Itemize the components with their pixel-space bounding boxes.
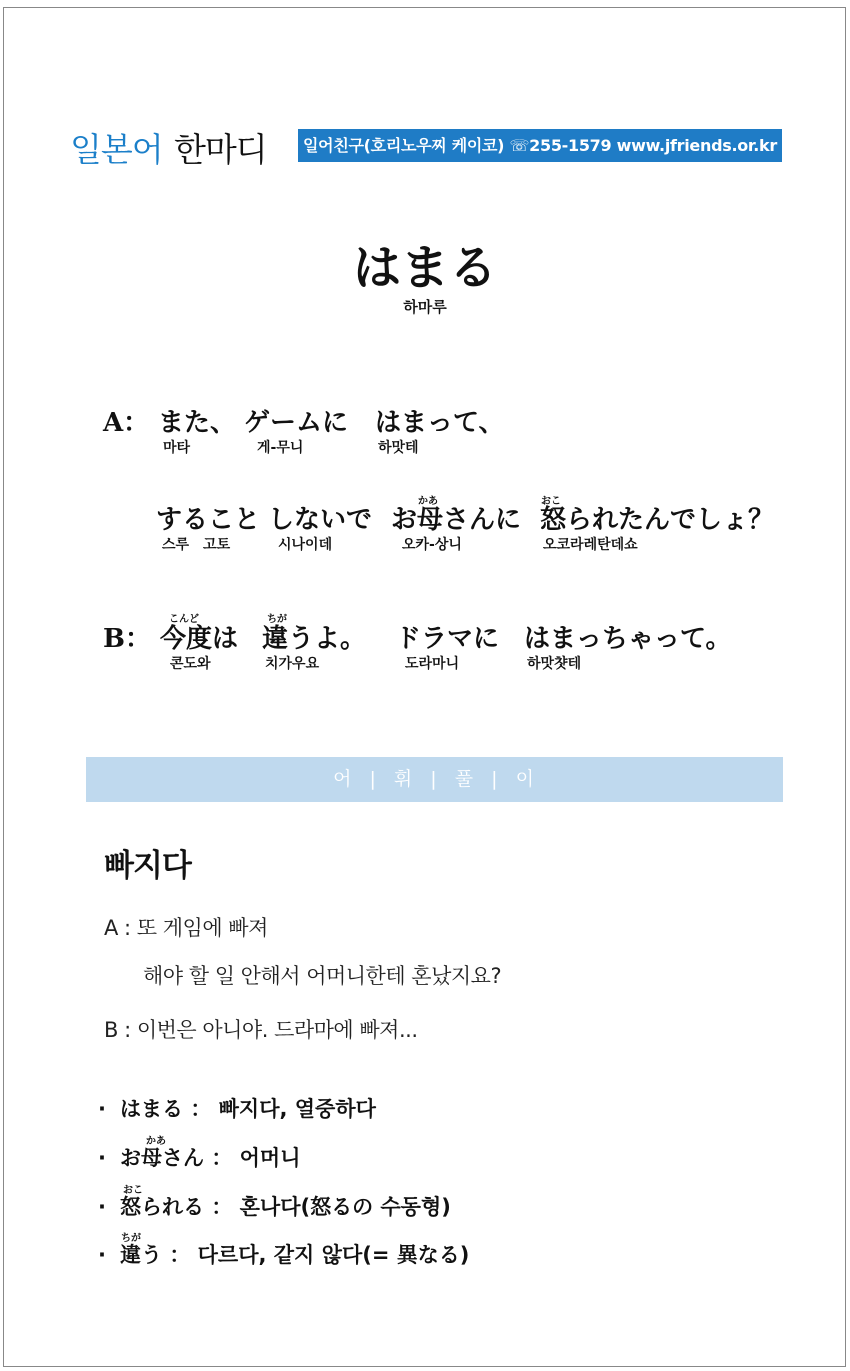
b-seg3-reading: 도라마니 <box>405 656 460 672</box>
contact-info-box: 일어친구(호리노우찌 케이코) ☏255-1579 www.jfriends.or.kr <box>298 129 782 162</box>
b-seg1-reading: 콘도와 <box>170 656 211 672</box>
b-seg2-reading: 치가우요 <box>265 656 320 672</box>
definition-item: · 怒られる ： 혼나다(怒るの 수동형) <box>98 1194 451 1219</box>
a2-seg4-reading: 오코라레탄데쇼 <box>543 537 638 553</box>
def-meaning: 혼나다(怒るの 수동형) <box>239 1195 451 1219</box>
a2-seg4: 怒られたんでしょ？ <box>540 505 775 535</box>
def-meaning: 다르다, 같지 않다(= 異なる) <box>197 1243 470 1267</box>
a2-seg2: しないで <box>268 505 373 535</box>
b-seg1: 今度は <box>160 624 239 654</box>
speaker-b-label: B： <box>103 624 151 654</box>
a2-seg4-ruby: おこ <box>541 496 561 507</box>
def-term: はまる <box>120 1096 183 1121</box>
def-2-ruby: かあ <box>146 1136 166 1147</box>
translation-b-line: B : 이번은 아니야. 드라마에 빠져... <box>104 1018 418 1042</box>
definition-item: · お母さん ： 어머니 <box>98 1145 301 1170</box>
def-3-ruby: おこ <box>123 1185 143 1196</box>
a1-seg2: ゲームに <box>244 408 349 438</box>
def-term: お母さん <box>120 1145 204 1170</box>
a1-seg3-reading: 하맛테 <box>378 440 419 456</box>
a2-seg3: お母さんに <box>391 505 522 535</box>
main-word: はまる <box>352 240 497 296</box>
a2-seg3-ruby: かあ <box>418 496 438 507</box>
a1-seg1-reading: 마타 <box>163 440 191 456</box>
translation-a-line2: 해야 할 일 안해서 어머니한테 혼났지요? <box>143 964 502 988</box>
definition-item: · はまる ： 빠지다, 열중하다 <box>98 1096 376 1121</box>
translation-title: 빠지다 <box>104 848 191 884</box>
def-meaning: 빠지다, 열중하다 <box>218 1097 376 1121</box>
vocab-section-bar: 어 | 휘 | 풀 | 이 <box>86 757 783 802</box>
a1-seg3: はまって、 <box>375 408 505 438</box>
b-seg3: ドラマに <box>395 624 500 654</box>
b-seg2: 違うよ。 <box>262 624 367 654</box>
def-meaning: 어머니 <box>239 1146 301 1170</box>
speaker-a-label: A： <box>103 408 150 438</box>
b-seg2-ruby: ちが <box>267 614 287 625</box>
a2-seg1-reading: 스루 고토 <box>162 537 231 553</box>
translation-a-line1: A : 또 게임에 빠져 <box>104 916 268 940</box>
header <box>70 120 782 170</box>
def-term: 違う <box>120 1242 162 1267</box>
a1-seg2-reading: 게-무니 <box>257 440 304 456</box>
header-title-dark: 한마디 <box>174 130 267 169</box>
a2-seg1: すること <box>156 505 261 535</box>
main-word-reading: 하마루 <box>403 298 447 316</box>
a2-seg3-reading: 오카-상니 <box>402 537 462 553</box>
definition-item: · 違う ： 다르다, 같지 않다(= 異なる) <box>98 1242 470 1267</box>
def-4-ruby: ちが <box>121 1233 141 1244</box>
a1-seg1: また、 <box>158 408 237 438</box>
b-seg4-reading: 하맛챳테 <box>527 656 582 672</box>
header-title-blue: 일본어 <box>70 130 163 169</box>
a2-seg2-reading: 시나이데 <box>278 537 333 553</box>
b-seg4: はまっちゃって。 <box>524 624 732 654</box>
b-seg1-ruby: こんど <box>169 614 199 625</box>
def-term: 怒られる <box>120 1194 204 1219</box>
